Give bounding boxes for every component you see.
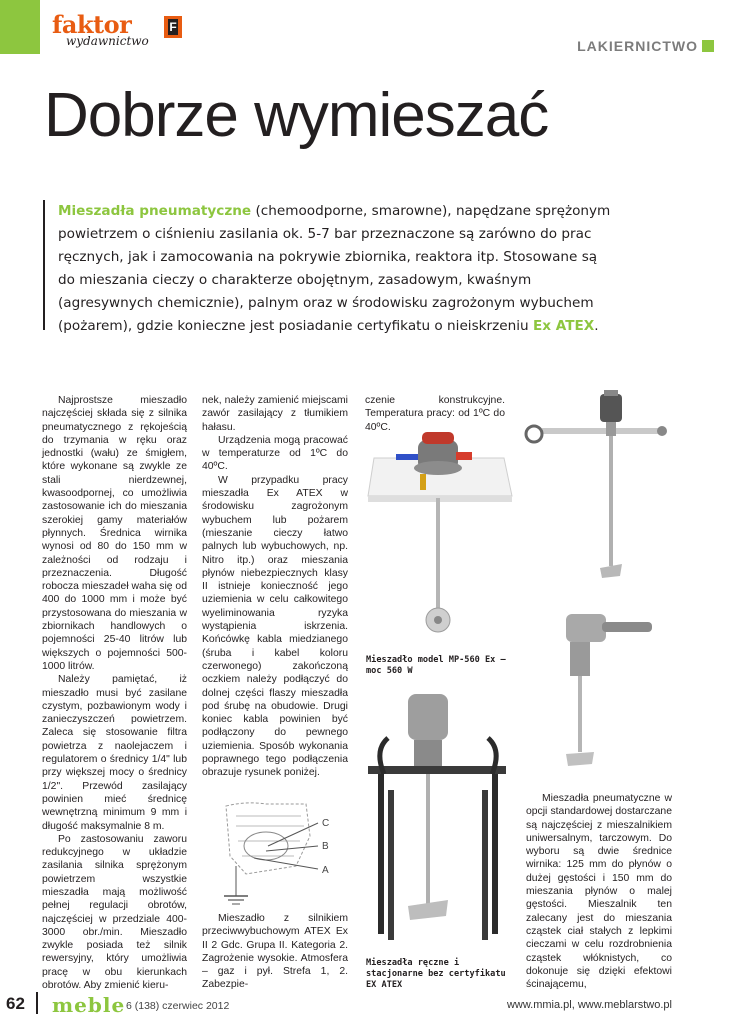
body-column-4 xyxy=(526,792,672,991)
product-photo-stationary-mixer xyxy=(524,388,674,598)
footer-websites: www.mmia.pl, www.meblarstwo.pl xyxy=(506,999,672,1011)
product-photo-hand-mixer xyxy=(540,604,660,774)
lead-text-2: . xyxy=(594,318,599,334)
body-column-2 xyxy=(202,394,348,780)
photo-caption-2: Mieszadła ręczne i stacjonarne bez certyfikatu EX ATEX xyxy=(366,958,506,990)
lead-text-1: (chemoodporne, smarowne), napędzane sprężonym powietrzem o ciśnieniu zasilania ok. 5-7 bar przeznaczone są zarówno do prac ręcznych, jak i zamocowania na pokrywie zbiornika, reaktora itp. Stosowane są do mieszania cieczy o charakterze obojętnym, zasadowym, kwaśnym (agresywnych chemicznie), palnym oraz w środowisku zagrożonym wybuchem (pożarem), gdzie konieczne jest posiadanie certyfikatu o nieiskrzeniu xyxy=(58,203,611,334)
lead-rule xyxy=(43,200,45,330)
section-header xyxy=(577,38,714,54)
article-lead xyxy=(58,200,618,338)
diagram-label-c: C xyxy=(322,818,330,829)
header-color-tab xyxy=(0,0,40,54)
paragraph: Po zastosowaniu zaworu redukcyjnego w układzie zasilania silnika sprężonym powietrzem wszystkie mieszadła mają możliwość pełnej regulacji obrotów, najczęściej w przedziale 400-3000 obr./min. Mieszadło zwykle posiada też silnik rewersyjny, który umożliwia pracę w obu kierunkach obrotów. Aby zmienić kieru- xyxy=(42,833,187,992)
logo-word: faktor xyxy=(52,10,132,39)
lead-highlight-2: Ex ATEX xyxy=(532,318,595,334)
logo-box xyxy=(164,16,182,38)
grounding-diagram xyxy=(206,796,350,906)
paragraph: czenie konstrukcyjne. Temperatura pracy: od 1ºC do 40ºC. xyxy=(365,395,505,433)
lead-highlight-1: Mieszadła pneumatyczne xyxy=(58,203,252,219)
magazine-logo: meble xyxy=(52,993,126,1017)
diagram-label-b: B xyxy=(322,841,329,852)
paragraph: Mieszadło z silnikiem przeciwwybuchowym ATEX Ex II 2 Gdc. Grupa II. Kategoria 2. Zagrożenie wysokie. Atmosfera – gaz i pył. Strefa 1, 2. Zabezpie- xyxy=(202,913,348,991)
publisher-logo xyxy=(52,10,182,50)
issue-info: 6 (138) czerwiec 2012 xyxy=(126,1000,230,1012)
product-photo-atex-mixer xyxy=(364,428,514,640)
footer-rule xyxy=(36,992,38,1014)
product-photo-stand-mixer xyxy=(364,690,514,952)
paragraph: Należy pamiętać, iż mieszadło musi być zasilane czystym, pozbawionym wody i zanieczyszczeń powietrzem. Zaleca się stosowanie filtra powietrza z naolejaczem i regulatorem o średnicy 1/4" lub przy większej mocy o średnicy 1/2". Przewód zasilający powinien mieć średnicę wewnętrzną minimum 9 mm i długość maksymalnie 8 m. xyxy=(42,674,187,832)
diagram-label-a: A xyxy=(322,865,329,876)
paragraph: nek, należy zamienić miejscami zawór zasilający z tłumikiem hałasu. xyxy=(202,395,348,433)
logo-letter: F xyxy=(169,20,177,34)
page-number: 62 xyxy=(6,994,25,1013)
section-label: LAKIERNICTWO xyxy=(577,38,698,54)
paragraph: W przypadku pracy mieszadła Ex ATEX w środowisku zagrożonym wybuchem lub pożarem (mieszanie cieczy łatwo palnych lub wybuchowych, np. Nitro itp.) oraz mieszania płynów niebezpiecznych klasy II istnieje konieczność jego uziemienia w celu całkowitego wyeliminowania ryzyka wystąpienia iskrzenia. Końcówkę kabla miedzianego (śruba i kabel koloru czerwonego) zakończoną oczkiem należy podłączyć do dolnej części flaszy mieszadła pod śrubę na obudowie. Drugi koniec kabla powinien być podłączony do pewnego uziemienia. Sposób wykonania poprawnego tego podłączenia obrazuje rysunek poniżej. xyxy=(202,474,348,779)
body-column-1 xyxy=(42,394,187,992)
photo-caption-1: Mieszadło model MP-560 Ex – moc 560 W xyxy=(366,655,506,676)
section-square-icon xyxy=(702,40,714,52)
paragraph: Najprostsze mieszadło najczęściej składa się z silnika pneumatycznego z rękojeścią do trzymania w ręku oraz jednostki (wału) ze śmigłem, które wykonane są zwykle ze stali nierdzewnej, kwasoodpornej, co umożliwia zastosowanie ich do mieszania szerokiej gamy materiałów płynnych. Średnica wirnika wynosi od 80 do 150 mm w zależności od rodzaju i przeznaczenia. Długość robocza mieszadeł waha się od 400 do 1000 mm i może być przystosowana do mieszania w zbiornikach handlowych o pojemności 25-40 litrów lub większych o pojemności 500-1000 litrów. xyxy=(42,395,187,672)
paragraph: Urządzenia mogą pracować w temperaturze od 1ºC do 40ºC. xyxy=(202,434,348,473)
paragraph: Mieszadła pneumatyczne w opcji standardowej dostarczane są najczęściej z mieszalnikiem uniwersalnym, tarczowym. Do wyboru są dwie średnice wirnika: 125 mm do płynów o dużej gęstości i 150 mm do mieszania płynów o malej gęstości. Mieszalnik ten zalecany jest do mieszania cząstek ciał stałych z lepkimi cieczami w celu rozdrobnienia cząstek włóknistych, co dokonuje się dzięki efektowi ścinającemu, xyxy=(526,793,672,991)
body-column-2-bottom xyxy=(202,912,348,992)
article-title: Dobrze wymieszać xyxy=(44,81,549,150)
logo-sub: wydawnictwo xyxy=(66,34,149,48)
